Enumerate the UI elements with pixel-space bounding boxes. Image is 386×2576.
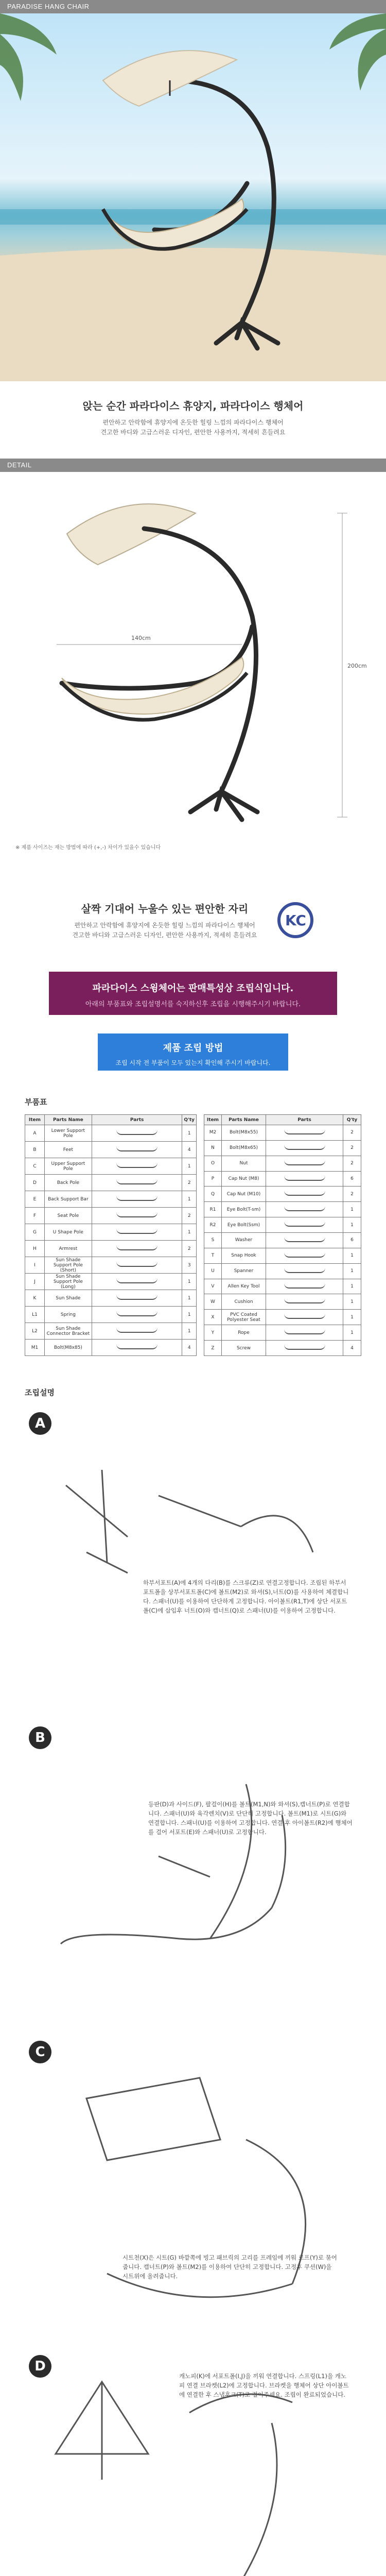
parts-qty: 2 bbox=[343, 1156, 361, 1171]
parts-name: Cushion bbox=[222, 1294, 266, 1310]
step-letter-badge: C bbox=[29, 2041, 51, 2063]
col-item: Item bbox=[25, 1115, 45, 1125]
parts-heading: 부품표 bbox=[25, 1097, 47, 1107]
kc-desc bbox=[73, 921, 257, 940]
assembly-notice-banner bbox=[49, 972, 337, 1015]
part-shape-icon bbox=[284, 1298, 325, 1303]
parts-illustration bbox=[266, 1202, 343, 1217]
parts-qty: 2 bbox=[343, 1140, 361, 1156]
parts-name: Nut bbox=[222, 1156, 266, 1171]
parts-row bbox=[25, 1274, 197, 1290]
parts-illustration bbox=[92, 1274, 182, 1290]
parts-table-right bbox=[204, 1114, 361, 1356]
step-description: 등판(D)과 사이드(F), 팔걸이(H)를 볼트(M1,N)와 와셔(S),캡너트(P)로 연결합니다. 스패너(U)와 육각렌치(V)로 단단히 고정합니다. 볼트(M1)로 시트(G)와 연결합니다. 스패너(U)를 이용하여 고정합니다. 연결 후 아이볼트(R2)에 행체어를 걸어 서포트(E)와 스패너(U)로 고정합니다. bbox=[148, 1801, 353, 1836]
hero-desc-line2: 견고한 바디와 고급스러운 디자인, 편안한 사용까지, 적세히 흔들려요 bbox=[100, 429, 286, 436]
parts-name: PVC Coated Polyester Seat bbox=[222, 1310, 266, 1325]
col-parts: Parts bbox=[266, 1115, 343, 1125]
step-diagram bbox=[25, 1722, 361, 2031]
part-shape-icon bbox=[284, 1191, 325, 1196]
parts-name: Eye Bolt(Ssm) bbox=[222, 1217, 266, 1233]
parts-illustration bbox=[92, 1175, 182, 1191]
parts-item: B bbox=[25, 1142, 45, 1158]
step-description: 시트천(X)은 시트(G) 바깥쪽에 빙고 패브릭의 고리를 프레임에 끼워 로프(Y)로 묶어 줍니다. 캡너트(P)와 볼트(M2)를 이용하여 단단히 고정합니다. 고정후 쿠션(W)을 시트위에 올려줍니다. bbox=[122, 2254, 337, 2280]
parts-row bbox=[204, 1294, 361, 1310]
assembly-step bbox=[25, 1722, 361, 2037]
col-parts-name: Parts Name bbox=[44, 1115, 92, 1125]
parts-item: O bbox=[204, 1156, 222, 1171]
part-shape-icon bbox=[116, 1344, 157, 1349]
parts-item: I bbox=[25, 1257, 45, 1274]
parts-name: Bolt(M8x65) bbox=[222, 1140, 266, 1156]
parts-item: A bbox=[25, 1125, 45, 1142]
parts-item: P bbox=[204, 1171, 222, 1187]
parts-item: M2 bbox=[204, 1125, 222, 1141]
parts-row bbox=[204, 1263, 361, 1279]
parts-illustration bbox=[92, 1241, 182, 1257]
part-shape-icon bbox=[116, 1179, 157, 1184]
parts-illustration bbox=[266, 1248, 343, 1263]
part-shape-icon bbox=[284, 1145, 325, 1150]
parts-name: Cap Nut (M8) bbox=[222, 1171, 266, 1187]
height-dimension-label: 200cm bbox=[347, 663, 367, 669]
parts-qty: 4 bbox=[182, 1340, 197, 1356]
parts-qty: 2 bbox=[182, 1241, 197, 1257]
parts-row bbox=[25, 1175, 197, 1191]
parts-illustration bbox=[92, 1290, 182, 1307]
parts-illustration bbox=[92, 1257, 182, 1274]
part-shape-icon bbox=[116, 1146, 157, 1151]
part-shape-icon bbox=[284, 1222, 325, 1227]
parts-illustration bbox=[266, 1294, 343, 1310]
parts-item: T bbox=[204, 1248, 222, 1263]
parts-name: Seat Pole bbox=[44, 1208, 92, 1224]
parts-item: L1 bbox=[25, 1307, 45, 1323]
step-letter-badge: D bbox=[29, 2355, 51, 2378]
detail-label: DETAIL bbox=[7, 461, 32, 469]
parts-qty: 2 bbox=[343, 1187, 361, 1202]
parts-qty: 1 bbox=[343, 1202, 361, 1217]
parts-illustration bbox=[92, 1323, 182, 1340]
parts-qty: 1 bbox=[182, 1125, 197, 1142]
part-shape-icon bbox=[116, 1295, 157, 1300]
parts-name: Cap Nut (M10) bbox=[222, 1187, 266, 1202]
parts-row bbox=[204, 1125, 361, 1141]
parts-name: Back Pole bbox=[44, 1175, 92, 1191]
parts-qty: 1 bbox=[343, 1294, 361, 1310]
assembly-method-banner bbox=[98, 1033, 288, 1071]
part-shape-icon bbox=[284, 1252, 325, 1258]
hero-image bbox=[0, 13, 386, 381]
parts-item: W bbox=[204, 1294, 222, 1310]
parts-qty: 1 bbox=[343, 1310, 361, 1325]
parts-row bbox=[204, 1310, 361, 1325]
part-shape-icon bbox=[116, 1311, 157, 1316]
part-shape-icon bbox=[116, 1196, 157, 1201]
parts-name: Sun Shade Connector Bracket bbox=[44, 1323, 92, 1340]
parts-illustration bbox=[266, 1310, 343, 1325]
parts-row bbox=[204, 1140, 361, 1156]
parts-row bbox=[204, 1325, 361, 1341]
parts-item: F bbox=[25, 1208, 45, 1224]
parts-item: G bbox=[25, 1224, 45, 1241]
parts-illustration bbox=[92, 1307, 182, 1323]
parts-row bbox=[25, 1307, 197, 1323]
parts-row bbox=[204, 1248, 361, 1263]
parts-illustration bbox=[266, 1325, 343, 1341]
part-shape-icon bbox=[284, 1206, 325, 1211]
step-line-art bbox=[56, 2382, 292, 2576]
parts-illustration bbox=[266, 1341, 343, 1356]
parts-qty: 6 bbox=[343, 1233, 361, 1248]
kc-section bbox=[0, 874, 386, 967]
parts-row bbox=[25, 1142, 197, 1158]
parts-qty: 1 bbox=[182, 1224, 197, 1241]
parts-qty: 2 bbox=[182, 1175, 197, 1191]
kc-title: 살짝 기대어 누울수 있는 편안한 자리 bbox=[81, 902, 249, 915]
parts-row bbox=[204, 1187, 361, 1202]
step-diagram bbox=[25, 1408, 361, 1717]
part-shape-icon bbox=[116, 1278, 157, 1283]
col-parts: Parts bbox=[92, 1115, 182, 1125]
part-shape-icon bbox=[284, 1129, 325, 1134]
parts-qty: 4 bbox=[182, 1142, 197, 1158]
hero-desc bbox=[0, 418, 386, 437]
parts-item: V bbox=[204, 1279, 222, 1294]
part-shape-icon bbox=[116, 1163, 157, 1168]
hero-text-block bbox=[0, 381, 386, 459]
kc-logo-icon: KC bbox=[277, 902, 313, 938]
parts-item: J bbox=[25, 1274, 45, 1290]
kc-text bbox=[73, 901, 257, 940]
parts-name: Washer bbox=[222, 1233, 266, 1248]
parts-item: R1 bbox=[204, 1202, 222, 1217]
parts-tables bbox=[0, 1114, 386, 1356]
parts-illustration bbox=[92, 1208, 182, 1224]
parts-item: M1 bbox=[25, 1340, 45, 1356]
parts-item: Z bbox=[204, 1341, 222, 1356]
parts-qty: 1 bbox=[182, 1191, 197, 1208]
parts-name: Snap Hook bbox=[222, 1248, 266, 1263]
parts-name: Bolt(M8x55) bbox=[222, 1125, 266, 1141]
parts-row bbox=[25, 1224, 197, 1241]
col-qty: Q'ty bbox=[182, 1115, 197, 1125]
assembly-notice-title: 파라다이스 스윙체어는 판매특성상 조립식입니다. bbox=[92, 983, 294, 994]
parts-row bbox=[25, 1241, 197, 1257]
parts-row bbox=[204, 1233, 361, 1248]
parts-table-left bbox=[25, 1114, 197, 1356]
parts-item: N bbox=[204, 1140, 222, 1156]
part-shape-icon bbox=[284, 1283, 325, 1289]
step-description: 캐노피(K)에 서포트폴(I,J)을 끼워 연결합니다. 스프링(L1)을 캐노피 연결 브라켓(L2)에 고정합니다. 브라켓을 행체어 상단 아이볼트에 연결한 후 스냅후크(T)로 걸어주세요. 조립이 완료되었습니다. bbox=[179, 2372, 349, 2398]
parts-illustration bbox=[266, 1263, 343, 1279]
parts-illustration bbox=[92, 1158, 182, 1175]
width-dimension-label: 140cm bbox=[131, 635, 151, 641]
parts-illustration bbox=[266, 1156, 343, 1171]
parts-row bbox=[25, 1323, 197, 1340]
parts-name: Upper Support Pole bbox=[44, 1158, 92, 1175]
parts-qty: 1 bbox=[343, 1279, 361, 1294]
parts-qty: 1 bbox=[182, 1307, 197, 1323]
parts-qty: 1 bbox=[343, 1248, 361, 1263]
part-shape-icon bbox=[116, 1262, 157, 1267]
parts-name: Allen Key Tool bbox=[222, 1279, 266, 1294]
parts-qty: 3 bbox=[182, 1257, 197, 1274]
parts-illustration bbox=[92, 1224, 182, 1241]
parts-name: Screw bbox=[222, 1341, 266, 1356]
parts-row bbox=[204, 1202, 361, 1217]
parts-illustration bbox=[92, 1125, 182, 1142]
parts-illustration bbox=[266, 1233, 343, 1248]
step-line-art bbox=[66, 1470, 313, 1573]
detail-diagram bbox=[0, 472, 386, 874]
parts-item: Q bbox=[204, 1187, 222, 1202]
hero-chair-illustration bbox=[0, 13, 386, 381]
parts-qty: 1 bbox=[343, 1263, 361, 1279]
parts-row bbox=[204, 1156, 361, 1171]
parts-qty: 1 bbox=[182, 1323, 197, 1340]
parts-item: L2 bbox=[25, 1323, 45, 1340]
parts-row bbox=[204, 1171, 361, 1187]
part-shape-icon bbox=[116, 1245, 157, 1250]
parts-row bbox=[204, 1217, 361, 1233]
kc-desc-line2: 견고한 바디와 고급스러운 디자인, 편안한 사용까지, 적세히 흔들려요 bbox=[72, 931, 257, 939]
header-label: PARADISE HANG CHAIR bbox=[7, 3, 90, 10]
parts-name: Bolt(M8x85) bbox=[44, 1340, 92, 1356]
parts-row bbox=[25, 1125, 197, 1142]
hero-desc-line1: 편안하고 안락함에 휴양지에 온듯한 힐링 느낌의 파라다이스 행체어 bbox=[102, 419, 284, 426]
parts-item: S bbox=[204, 1233, 222, 1248]
kc-desc-line1: 편안하고 안락함에 휴양지에 온듯한 힐링 느낌의 파라다이스 행체어 bbox=[74, 921, 255, 929]
parts-illustration bbox=[92, 1340, 182, 1356]
parts-name: Feet bbox=[44, 1142, 92, 1158]
part-shape-icon bbox=[116, 1130, 157, 1135]
part-shape-icon bbox=[284, 1237, 325, 1242]
step-diagram bbox=[25, 2037, 361, 2346]
parts-name: Sun Shade bbox=[44, 1290, 92, 1307]
assembly-step bbox=[25, 1408, 361, 1722]
part-shape-icon bbox=[116, 1328, 157, 1333]
detail-chair-illustration bbox=[0, 472, 386, 853]
parts-qty: 1 bbox=[182, 1290, 197, 1307]
parts-qty: 1 bbox=[343, 1325, 361, 1341]
parts-item: C bbox=[25, 1158, 45, 1175]
parts-item: E bbox=[25, 1191, 45, 1208]
parts-illustration bbox=[92, 1142, 182, 1158]
parts-row bbox=[25, 1158, 197, 1175]
part-shape-icon bbox=[284, 1160, 325, 1165]
assembly-step bbox=[25, 2037, 361, 2351]
assembly-heading: 조립설명 bbox=[25, 1388, 55, 1397]
parts-row bbox=[25, 1340, 197, 1356]
parts-illustration bbox=[266, 1279, 343, 1294]
parts-row bbox=[204, 1279, 361, 1294]
parts-item: R2 bbox=[204, 1217, 222, 1233]
parts-row bbox=[204, 1341, 361, 1356]
col-qty: Q'ty bbox=[343, 1115, 361, 1125]
step-letter-badge: A bbox=[29, 1412, 51, 1435]
parts-qty: 1 bbox=[182, 1274, 197, 1290]
parts-item: U bbox=[204, 1263, 222, 1279]
parts-name: Eye Bolt(T-sm) bbox=[222, 1202, 266, 1217]
assembly-method-title: 제품 조립 방법 bbox=[163, 1043, 223, 1054]
col-item: Item bbox=[204, 1115, 222, 1125]
parts-row bbox=[25, 1191, 197, 1208]
part-shape-icon bbox=[116, 1212, 157, 1217]
parts-name: Armrest bbox=[44, 1241, 92, 1257]
parts-item: H bbox=[25, 1241, 45, 1257]
parts-illustration bbox=[266, 1217, 343, 1233]
part-shape-icon bbox=[284, 1314, 325, 1319]
assembly-steps bbox=[0, 1408, 386, 2576]
parts-qty: 1 bbox=[343, 1217, 361, 1233]
assembly-method-sub: 조립 시작 전 부품이 모두 있는지 확인해 주시기 바랍니다. bbox=[115, 1059, 271, 1066]
parts-illustration bbox=[92, 1191, 182, 1208]
parts-name: Sun Shade Support Pole (Long) bbox=[44, 1274, 92, 1290]
parts-item: D bbox=[25, 1175, 45, 1191]
parts-illustration bbox=[266, 1125, 343, 1141]
parts-item: X bbox=[204, 1310, 222, 1325]
assembly-notice-sub: 아래의 부품표와 조립설명서를 숙지하신후 조립을 시행해주시기 바랍니다. bbox=[85, 1001, 301, 1008]
parts-name: Lower Support Pole bbox=[44, 1125, 92, 1142]
parts-row bbox=[25, 1290, 197, 1307]
part-shape-icon bbox=[284, 1329, 325, 1334]
parts-name: Sun Shade Support Pole (Short) bbox=[44, 1257, 92, 1274]
parts-name: U Shape Pole bbox=[44, 1224, 92, 1241]
part-shape-icon bbox=[284, 1176, 325, 1181]
parts-name: Spring bbox=[44, 1307, 92, 1323]
parts-name: Rope bbox=[222, 1325, 266, 1341]
parts-name: Spanner bbox=[222, 1263, 266, 1279]
header-bar bbox=[0, 0, 386, 13]
parts-illustration bbox=[266, 1171, 343, 1187]
size-note: ※ 제품 사이즈는 재는 방법에 따라 (+,-) 차이가 있을수 있습니다 bbox=[15, 845, 161, 851]
parts-row bbox=[25, 1208, 197, 1224]
assembly-step bbox=[25, 2351, 361, 2576]
parts-item: K bbox=[25, 1290, 45, 1307]
col-parts-name: Parts Name bbox=[222, 1115, 266, 1125]
parts-qty: 4 bbox=[343, 1341, 361, 1356]
part-shape-icon bbox=[284, 1268, 325, 1273]
detail-bar bbox=[0, 459, 386, 472]
parts-qty: 2 bbox=[343, 1125, 361, 1141]
part-shape-icon bbox=[116, 1229, 157, 1234]
parts-row bbox=[25, 1257, 197, 1274]
step-letter-badge: B bbox=[29, 1726, 51, 1749]
hero-title: 앉는 순간 파라다이스 휴양지, 파라다이스 행체어 bbox=[82, 400, 304, 412]
parts-qty: 1 bbox=[182, 1158, 197, 1175]
step-description: 하부서포트(A)에 4개의 다리(B)를 스크류(Z)로 연결고정합니다. 조립된 하부서포트폴을 상부서포트폴(C)에 볼트(M2)로 와셔(S),너트(O)를 사용하여 체결합니다. 스패너(U)를 이용하여 단단하게 고정합니다. 아이볼트(R1,T)에 상단 서포트폴(C)에 삽입후 너트(O)와 캡너트(Q)로 스패너(U)를 이용하여 고정합니다. bbox=[143, 1579, 349, 1614]
parts-qty: 2 bbox=[182, 1208, 197, 1224]
parts-illustration bbox=[266, 1187, 343, 1202]
parts-name: Back Support Bar bbox=[44, 1191, 92, 1208]
parts-item: Y bbox=[204, 1325, 222, 1341]
parts-qty: 6 bbox=[343, 1171, 361, 1187]
part-shape-icon bbox=[284, 1345, 325, 1350]
parts-illustration bbox=[266, 1140, 343, 1156]
